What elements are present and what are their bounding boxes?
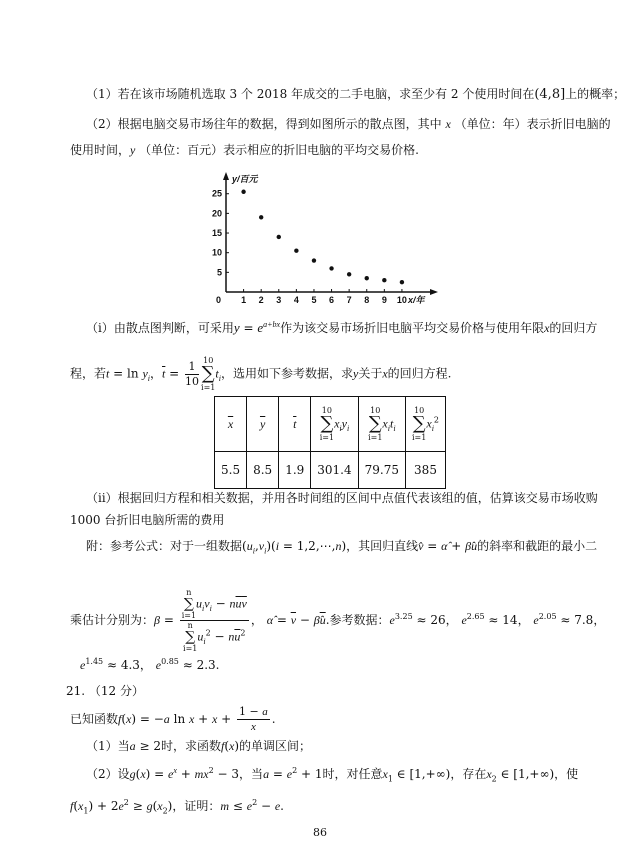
y-tick-label: 25 bbox=[212, 188, 222, 199]
header-x-bar: $\overline{x}$ bbox=[215, 397, 247, 452]
header-sum-xy: 10 ∑ $i=1x_iy_i$ bbox=[311, 397, 358, 452]
table-cell: 8.5 bbox=[247, 452, 279, 489]
data-point bbox=[294, 249, 298, 253]
x-tick-label: 4 bbox=[293, 295, 299, 305]
data-point bbox=[365, 276, 369, 280]
x-tick-label: 8 bbox=[364, 295, 370, 305]
header-t-bar: $\overline{t}$ bbox=[279, 397, 311, 452]
question-2-line1: （2）根据电脑交易市场往年的数据，得到如图所示的散点图，其中 x （单位：年）表示折旧电脑的 bbox=[86, 117, 611, 131]
data-point bbox=[329, 266, 333, 270]
table-cell: 1.9 bbox=[279, 452, 311, 489]
data-point bbox=[382, 278, 386, 282]
y-tick-label: 5 bbox=[216, 267, 222, 278]
data-point bbox=[400, 280, 404, 284]
x-tick-label: 2 bbox=[258, 295, 264, 305]
y-axis-label: y/百元 bbox=[232, 174, 258, 184]
data-point bbox=[277, 235, 281, 239]
reference-formula-line1: 附：参考公式：对于一组数据$(u_i,v_i)(i$ = 1,2,⋯,n)，其回归直线v̂ = α̂ + β̂u的斜率和截距的最小二 bbox=[86, 539, 598, 556]
x-tick-label: 1 bbox=[241, 295, 247, 305]
x-axis-label: x/年 bbox=[408, 295, 425, 305]
header-y-bar: $\overline{y}$ bbox=[247, 397, 279, 452]
table-cell: 5.5 bbox=[215, 452, 247, 489]
data-point bbox=[312, 258, 316, 262]
x-tick-label: 5 bbox=[311, 295, 317, 305]
table-cell: 301.4 bbox=[311, 452, 358, 489]
table-cell: 79.75 bbox=[358, 452, 405, 489]
scatter-plot bbox=[212, 170, 448, 308]
x-tick-label: 7 bbox=[346, 295, 352, 305]
x-tick-label: 6 bbox=[329, 295, 335, 305]
x-tick-label: 3 bbox=[276, 295, 282, 305]
question-21-intro: 已知函数f(x) = −a ln x + x + $\frac{1 - a}{x}$ . bbox=[70, 705, 276, 733]
reference-data-table bbox=[214, 396, 446, 489]
data-point bbox=[259, 215, 263, 219]
interval: (4,8] bbox=[534, 87, 566, 102]
question-21-part-2-line2: $f(x_1) + 2e^2 \ge g(x_2)$，证明：$m \le e^2 - e$. bbox=[70, 798, 284, 816]
part-i-line1: （ⅰ）由散点图判断，可采用$y = e^{a+bx}$作为该交易市场折旧电脑平均交易价格与使用年限x的回归方 bbox=[86, 320, 598, 335]
x-axis-arrow bbox=[430, 289, 438, 295]
y-tick-label: 15 bbox=[212, 228, 222, 239]
part-i-line2: 程，若$t = \ln y_i$，$\overline{t}$ = $\frac{1}{10}$ 10 ∑ $i=1t_i$，选用如下参考数据，求y关于x的回归方程. bbox=[70, 356, 452, 392]
part-ii-line2: 1000 台折旧电脑所需的费用 bbox=[70, 513, 225, 527]
table-cell: 385 bbox=[406, 452, 446, 489]
page-number: 86 bbox=[313, 826, 327, 839]
question-21-header: 21. （12 分） bbox=[66, 684, 145, 698]
origin-label: 0 bbox=[216, 295, 222, 305]
part-ii-line1: （ⅱ）根据回归方程和相关数据，并用各时间组的区间中点值代表该组的值，估算该交易市场收购 bbox=[86, 491, 598, 505]
data-point bbox=[241, 190, 245, 194]
y-axis-arrow bbox=[223, 172, 229, 180]
y-tick-label: 20 bbox=[212, 208, 222, 219]
reference-formula-line3: $e^{1.45} \approx 4.3$， $e^{0.85} \approx 2.3$. bbox=[80, 657, 220, 672]
x-tick-label: 10 bbox=[396, 295, 407, 305]
y-tick-label: 10 bbox=[212, 247, 222, 258]
data-point bbox=[347, 272, 351, 276]
question-2-line2: 使用时间，y （单位：百元）表示相应的折旧电脑的平均交易价格. bbox=[70, 143, 419, 157]
question-21-part-2: （2）设$g(x) = e^x + mx^2 - 3$，当$a = e^2 + 1$时，对任意$x_1$ ∈ [1,+∞)，存在$x_2$ ∈ [1,+∞)，使 bbox=[86, 766, 579, 784]
reference-formula-line2: 乘估计分别为：β = n ∑ $i=1u_iv_i - n\overline{u}\overline{v}$ n ∑ $i=1u_i^2 - n\overline{u}^2$ ， α̂ = $\overline{v}$ − $\betâ\overline{u}$.参考数据：$e^{3.25} \approx 26$， $e^{2.65} \approx 14$， $e^{2.05} \approx 7.8$， bbox=[70, 588, 606, 653]
header-sum-xt: 10 ∑ $i=1x_it_i$ bbox=[358, 397, 405, 452]
header-sum-x2: 10 ∑ $i=1x_i^2$ bbox=[406, 397, 446, 452]
question-1-line: （1）若在该市场随机选取 3 个 2018 年成交的二手电脑，求至少有 2 个使用时间在(4,8]上的概率； bbox=[86, 87, 626, 102]
x-tick-label: 9 bbox=[381, 295, 387, 305]
question-21-part-1: （1）当a ≥ 2时，求函数f(x)的单调区间； bbox=[86, 739, 312, 753]
